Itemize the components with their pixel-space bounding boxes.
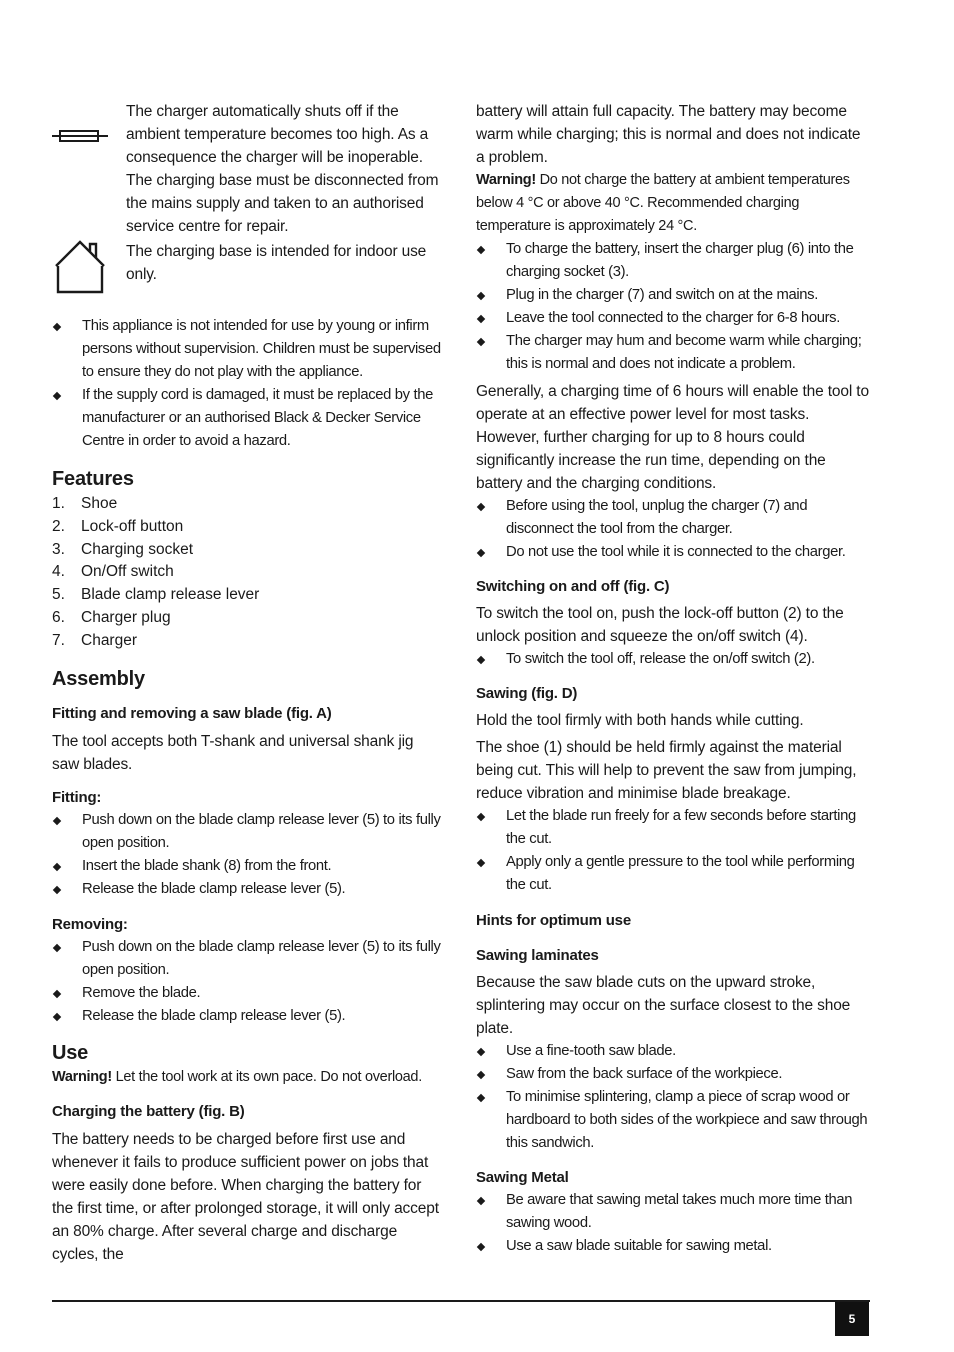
removing-list: [52, 936, 444, 1028]
sawing-list: [476, 805, 870, 897]
bullet-icon: [477, 292, 485, 300]
list-item: The charger may hum and become warm while charging; this is normal and does not indicate a problem.: [476, 330, 870, 376]
footer-rule: [52, 1300, 870, 1302]
temperature-warning: Warning! Do not charge the battery at ambient temperatures below 4 °C or above 40 °C. Recommended charging temperature is approximately 24 °C.: [476, 172, 850, 234]
house-icon: [52, 240, 126, 301]
left-column: [52, 100, 444, 1266]
bullet-icon: [53, 989, 61, 997]
hints-heading: Hints for optimum use: [476, 912, 631, 929]
assembly-heading: Assembly: [52, 667, 145, 690]
list-item: 7. Charger: [52, 631, 137, 649]
fitting-heading: Fitting:: [52, 788, 102, 806]
list-item: Insert the blade shank (8) from the front.: [52, 855, 444, 878]
list-item: If the supply cord is damaged, it must be replaced by the manufacturer or an authorised Black & Decker Service Centre in order to avoid a hazard.: [52, 384, 444, 453]
list-item: Release the blade clamp release lever (5).: [52, 878, 444, 901]
list-item: 6. Charger plug: [52, 608, 171, 626]
switching-text: To switch the tool on, push the lock-off button (2) to the unlock position and squeeze the on/off switch (4).: [476, 605, 844, 645]
list-item: Use a fine-tooth saw blade.: [476, 1040, 870, 1063]
switching-list: [476, 648, 870, 671]
list-item: Saw from the back surface of the workpiece.: [476, 1063, 870, 1086]
charging-time-text: Generally, a charging time of 6 hours will enable the tool to operate at an effective power level for most tasks. However, further charging for up to 8 hours could significantly increase the run time, depending on the battery and the charging conditions.: [476, 383, 869, 492]
list-item: Push down on the blade clamp release lever (5) to its fully open position.: [52, 809, 444, 855]
list-item: 2. Lock-off button: [52, 517, 184, 535]
warning-label: Warning!: [52, 1068, 112, 1085]
list-item: Apply only a gentle pressure to the tool while performing the cut.: [476, 851, 870, 897]
sawing-heading: Sawing (fig. D): [476, 685, 578, 702]
battery-continued-text: battery will attain full capacity. The battery may become warm while charging; this is normal and does not indicate a problem.: [476, 103, 861, 166]
list-item: Before using the tool, unplug the charger (7) and disconnect the tool from the charger.: [476, 495, 870, 541]
metal-list: [476, 1189, 870, 1258]
sawing-text-1: Hold the tool firmly with both hands while cutting.: [476, 712, 804, 729]
bullet-icon: [477, 338, 485, 346]
list-item: 1. Shoe: [52, 495, 118, 512]
laminates-text: Because the saw blade cuts on the upward stroke, splintering may occur on the surface closest to the shoe plate.: [476, 974, 851, 1037]
list-item: 5. Blade clamp release lever: [52, 586, 260, 604]
bullet-icon: [477, 813, 485, 821]
list-item: Push down on the blade clamp release lever (5) to its fully open position.: [52, 936, 444, 982]
features-list: [52, 493, 444, 653]
sawing-text-2: The shoe (1) should be held firmly against the material being cut. This will help to prevent the saw from jumping, reduce vibration and minimise blade breakage.: [476, 739, 857, 802]
notice-indoor: [52, 240, 444, 301]
list-item: Let the blade run freely for a few seconds before starting the cut.: [476, 805, 870, 851]
bullet-icon: [477, 1197, 485, 1205]
laminates-heading: Sawing laminates: [476, 947, 599, 964]
list-item: To minimise splintering, clamp a piece of scrap wood or hardboard to both sides of the workpiece and saw through this sandwich.: [476, 1086, 870, 1155]
bullet-icon: [477, 1071, 485, 1079]
metal-heading: Sawing Metal: [476, 1169, 569, 1186]
warning-label: Warning!: [476, 172, 536, 188]
laminates-list: [476, 1040, 870, 1155]
use-heading: Use: [52, 1041, 89, 1064]
removing-heading: Removing:: [52, 915, 128, 933]
charging-text: The battery needs to be charged before first use and whenever it fails to produce sufficient power on jobs that were easily done before. When charging the battery for the first time, or after prolonged storage, it will only accept an 80% charge. After several charge and discharge cycles, the: [52, 1130, 439, 1263]
bullet-icon: [477, 315, 485, 323]
list-item: To charge the battery, insert the charger plug (6) into the charging socket (3).: [476, 238, 870, 284]
safety-list: [52, 315, 444, 453]
list-item: Leave the tool connected to the charger for 6-8 hours.: [476, 307, 870, 330]
list-item: Be aware that sawing metal takes much more time than sawing wood.: [476, 1189, 870, 1235]
bullet-icon: [477, 1243, 485, 1251]
fitting-removing-heading: Fitting and removing a saw blade (fig. A): [52, 704, 332, 722]
notice-fuse: [52, 100, 444, 238]
assembly-intro: The tool accepts both T-shank and universal shank jig saw blades.: [52, 732, 414, 773]
list-item: To switch the tool off, release the on/off switch (2).: [476, 648, 870, 671]
bullet-icon: [477, 246, 485, 254]
bullet-icon: [53, 392, 61, 400]
charging-heading: Charging the battery (fig. B): [52, 1102, 245, 1120]
charge-steps-list: [476, 238, 870, 376]
switching-heading: Switching on and off (fig. C): [476, 578, 670, 595]
bullet-icon: [477, 859, 485, 867]
bullet-icon: [53, 943, 61, 951]
list-item: 4. On/Off switch: [52, 563, 174, 581]
bullet-icon: [53, 816, 61, 824]
list-item: 3. Charging socket: [52, 540, 194, 558]
bullet-icon: [53, 885, 61, 893]
list-item: Use a saw blade suitable for sawing metal.: [476, 1235, 870, 1258]
bullet-icon: [53, 862, 61, 870]
features-heading: Features: [52, 468, 134, 490]
bullet-icon: [53, 323, 61, 331]
after-charge-list: [476, 495, 870, 564]
page-number: 5: [835, 1302, 869, 1336]
notice-indoor-text: The charging base is intended for indoor use only.: [126, 243, 427, 283]
right-column: [476, 100, 870, 1258]
bullet-icon: [477, 1048, 485, 1056]
fuse-icon: [52, 100, 126, 157]
bullet-icon: [477, 1094, 485, 1102]
bullet-icon: [477, 549, 485, 557]
use-warning: Warning! Let the tool work at its own pace. Do not overload.: [52, 1068, 422, 1085]
bullet-icon: [53, 1012, 61, 1020]
bullet-icon: [477, 656, 485, 664]
bullet-icon: [477, 503, 485, 511]
fitting-list: [52, 809, 444, 901]
list-item: Do not use the tool while it is connected to the charger.: [476, 541, 870, 564]
list-item: Remove the blade.: [52, 982, 444, 1005]
list-item: This appliance is not intended for use by young or infirm persons without supervision. Children must be supervised to ensure they do not play with the appliance.: [52, 315, 444, 384]
notice-fuse-text: The charger automatically shuts off if the ambient temperature becomes too high. As a consequence the charger will be inoperable. The charging base must be disconnected from the mains supply and taken to an authorised service centre for repair.: [126, 103, 439, 235]
list-item: Plug in the charger (7) and switch on at the mains.: [476, 284, 870, 307]
list-item: Release the blade clamp release lever (5).: [52, 1005, 444, 1028]
